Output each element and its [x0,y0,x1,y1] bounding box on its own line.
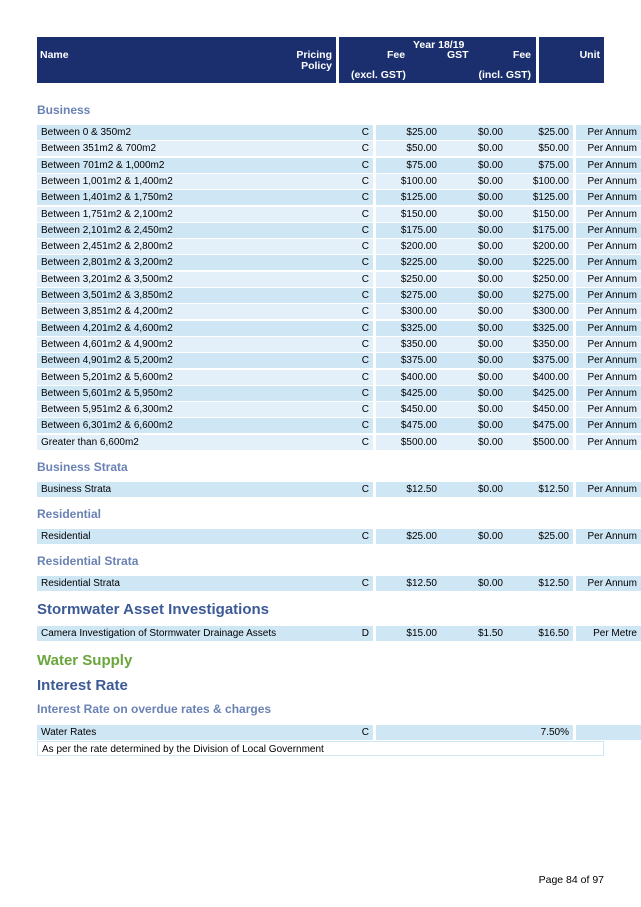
table-row [37,321,637,336]
row-policy: C [335,435,373,450]
section-business-strata: Business Strata [37,460,128,474]
row-name: Residential Strata [37,576,335,591]
table-row [37,125,637,140]
row-gst: $0.00 [441,337,505,352]
row-policy: C [335,288,373,303]
row-gst: $0.00 [441,125,505,140]
row-name: Between 2,101m2 & 2,450m2 [37,223,335,238]
table-row [37,418,637,433]
row-name: Greater than 6,600m2 [37,435,335,450]
row-fee: $325.00 [376,321,441,336]
row-fee: $400.00 [376,370,441,385]
table-row [37,435,637,450]
row-unit: Per Annum [576,482,641,497]
row-fee: $250.00 [376,272,441,287]
row-fee: $200.00 [376,239,441,254]
row-policy: C [335,272,373,287]
row-policy: C [335,482,373,497]
section-water-supply: Water Supply [37,652,133,669]
row-unit: Per Annum [576,353,641,368]
table-row [37,353,637,368]
row-incl: $25.00 [505,529,573,544]
header-fee: Fee [387,49,406,61]
row-gst: $0.00 [441,304,505,319]
row-incl: $125.00 [505,190,573,205]
row-policy: C [335,576,373,591]
table-row [37,288,637,303]
row-fee: $475.00 [376,418,441,433]
row-name: Residential [37,529,335,544]
header-pricing-1: Pricing [296,49,332,61]
row-gst: $0.00 [441,141,505,156]
row-gst: $0.00 [441,288,505,303]
section-business: Business [37,103,91,117]
row-policy: C [335,370,373,385]
row-policy: C [335,207,373,222]
row-incl: $16.50 [505,626,573,641]
row-gst: $0.00 [441,223,505,238]
row-incl: $425.00 [505,386,573,401]
table-row [37,576,637,591]
row-incl: $225.00 [505,255,573,270]
row-gst: $0.00 [441,370,505,385]
row-incl: $400.00 [505,370,573,385]
table-row [37,626,637,641]
header-gst: GST [447,49,469,61]
row-unit: Per Annum [576,174,641,189]
row-incl: $500.00 [505,435,573,450]
header-unit-block [539,37,604,83]
row-gst: $0.00 [441,529,505,544]
row-incl: $50.00 [505,141,573,156]
row-policy: C [335,223,373,238]
row-gst: $0.00 [441,174,505,189]
header-unit: Unit [579,49,600,61]
row-unit: Per Annum [576,435,641,450]
row-policy: C [335,529,373,544]
row-gst: $0.00 [441,435,505,450]
row-unit: Per Annum [576,125,641,140]
row-unit: Per Annum [576,239,641,254]
row-name: Between 1,001m2 & 1,400m2 [37,174,335,189]
row-unit: Per Annum [576,337,641,352]
row-gst: $0.00 [441,402,505,417]
row-gst: $0.00 [441,353,505,368]
section-residential: Residential [37,507,102,521]
row-unit: Per Annum [576,402,641,417]
row-name: Between 3,501m2 & 3,850m2 [37,288,335,303]
row-fee: $50.00 [376,141,441,156]
row-unit: Per Annum [576,141,641,156]
table-row [37,725,604,740]
row-unit: Per Annum [576,370,641,385]
row-fee: $350.00 [376,337,441,352]
header-excl: (excl. GST) [351,69,406,81]
page-number: Page 84 of 97 [538,874,604,886]
row-fee: $300.00 [376,304,441,319]
row-name: Between 701m2 & 1,000m2 [37,158,335,173]
row-policy: C [335,321,373,336]
row-policy: C [335,255,373,270]
table-row [37,174,637,189]
row-gst: $0.00 [441,255,505,270]
row-name: Between 4,901m2 & 5,200m2 [37,353,335,368]
row-name: Between 2,801m2 & 3,200m2 [37,255,335,270]
row-unit: Per Annum [576,288,641,303]
table-row [37,304,637,319]
header-year-block [339,37,536,83]
table-row [37,529,637,544]
row-name: Between 5,201m2 & 5,600m2 [37,370,335,385]
row-unit: Per Annum [576,207,641,222]
row-incl: $25.00 [505,125,573,140]
row-policy: C [335,239,373,254]
row-incl: $475.00 [505,418,573,433]
row-fee: $12.50 [376,482,441,497]
row-policy: D [335,626,373,641]
row-incl: $300.00 [505,304,573,319]
row-fee: $125.00 [376,190,441,205]
row-fee: $75.00 [376,158,441,173]
row-unit: Per Annum [576,529,641,544]
table-row [37,255,637,270]
row-name: Between 1,751m2 & 2,100m2 [37,207,335,222]
row-incl: $12.50 [505,576,573,591]
row-name: Between 5,601m2 & 5,950m2 [37,386,335,401]
table-row [37,402,637,417]
row-policy: C [335,141,373,156]
row-unit: Per Annum [576,321,641,336]
row-name: Between 351m2 & 700m2 [37,141,335,156]
row-gst: $0.00 [441,418,505,433]
row-incl: $175.00 [505,223,573,238]
row-unit: Per Annum [576,272,641,287]
row-name: Business Strata [37,482,335,497]
table-header [37,37,604,83]
table-row [37,207,637,222]
row-incl: $350.00 [505,337,573,352]
row-unit: Per Annum [576,576,641,591]
row-name: Water Rates [37,725,335,740]
row-gst: $0.00 [441,158,505,173]
row-fee: $25.00 [376,125,441,140]
row-incl: $100.00 [505,174,573,189]
row-fee: $25.00 [376,529,441,544]
row-incl: $75.00 [505,158,573,173]
header-year: Year 18/19 [413,39,465,51]
row-unit: Per Annum [576,304,641,319]
row-name: Between 5,951m2 & 6,300m2 [37,402,335,417]
row-rate: 7.50% [540,727,569,738]
row-incl: $250.00 [505,272,573,287]
row-fee: $15.00 [376,626,441,641]
row-policy: C [335,125,373,140]
table-row [37,370,637,385]
row-unit: Per Metre [576,626,641,641]
table-row [37,272,637,287]
row-name: Between 2,451m2 & 2,800m2 [37,239,335,254]
row-unit: Per Annum [576,190,641,205]
header-name-block [37,37,336,83]
table-row [37,158,637,173]
row-unit: Per Annum [576,255,641,270]
row-fee: $500.00 [376,435,441,450]
interest-note: As per the rate determined by the Division of Local Government [37,741,604,756]
row-name: Between 0 & 350m2 [37,125,335,140]
row-name: Between 6,301m2 & 6,600m2 [37,418,335,433]
row-incl: $325.00 [505,321,573,336]
row-incl: $200.00 [505,239,573,254]
row-unit: Per Annum [576,418,641,433]
row-fee: $275.00 [376,288,441,303]
table-row [37,239,637,254]
row-gst: $1.50 [441,626,505,641]
row-fee: $175.00 [376,223,441,238]
row-policy: C [335,158,373,173]
row-gst: $0.00 [441,386,505,401]
header-incl: (incl. GST) [478,69,531,81]
row-policy: C [335,402,373,417]
row-unit: Per Annum [576,223,641,238]
header-fee-incl: Fee [512,49,531,61]
row-incl: $150.00 [505,207,573,222]
row-name: Between 3,201m2 & 3,500m2 [37,272,335,287]
header-pricing-2: Policy [301,60,332,72]
row-gst: $0.00 [441,239,505,254]
row-fee: $150.00 [376,207,441,222]
row-policy: C [335,337,373,352]
section-interest-overdue: Interest Rate on overdue rates & charges [37,702,272,716]
row-policy: C [335,353,373,368]
row-name: Between 1,401m2 & 1,750m2 [37,190,335,205]
row-gst: $0.00 [441,321,505,336]
row-fee: $225.00 [376,255,441,270]
row-name: Between 4,601m2 & 4,900m2 [37,337,335,352]
row-policy: C [335,386,373,401]
row-unit [576,725,641,740]
table-row [37,482,637,497]
row-policy: C [335,725,373,740]
row-incl: $275.00 [505,288,573,303]
row-gst: $0.00 [441,576,505,591]
row-incl: $375.00 [505,353,573,368]
table-row [37,141,637,156]
section-interest-rate: Interest Rate [37,677,128,694]
table-row [37,337,637,352]
header-name: Name [40,49,69,61]
section-residential-strata: Residential Strata [37,554,139,568]
row-policy: C [335,418,373,433]
row-gst: $0.00 [441,207,505,222]
table-row [37,190,637,205]
row-fee: $450.00 [376,402,441,417]
row-policy: C [335,174,373,189]
row-unit: Per Annum [576,386,641,401]
row-fee: $100.00 [376,174,441,189]
row-fee: $425.00 [376,386,441,401]
row-name: Between 4,201m2 & 4,600m2 [37,321,335,336]
row-fee: $375.00 [376,353,441,368]
table-row [37,223,637,238]
row-gst: $0.00 [441,190,505,205]
row-unit: Per Annum [576,158,641,173]
row-gst: $0.00 [441,272,505,287]
row-name: Camera Investigation of Stormwater Drainage Assets [37,626,335,641]
section-stormwater: Stormwater Asset Investigations [37,601,270,618]
row-policy: C [335,190,373,205]
table-row [37,386,637,401]
row-name: Between 3,851m2 & 4,200m2 [37,304,335,319]
row-gst: $0.00 [441,482,505,497]
row-incl: $12.50 [505,482,573,497]
row-policy: C [335,304,373,319]
row-incl: $450.00 [505,402,573,417]
row-fee: $12.50 [376,576,441,591]
